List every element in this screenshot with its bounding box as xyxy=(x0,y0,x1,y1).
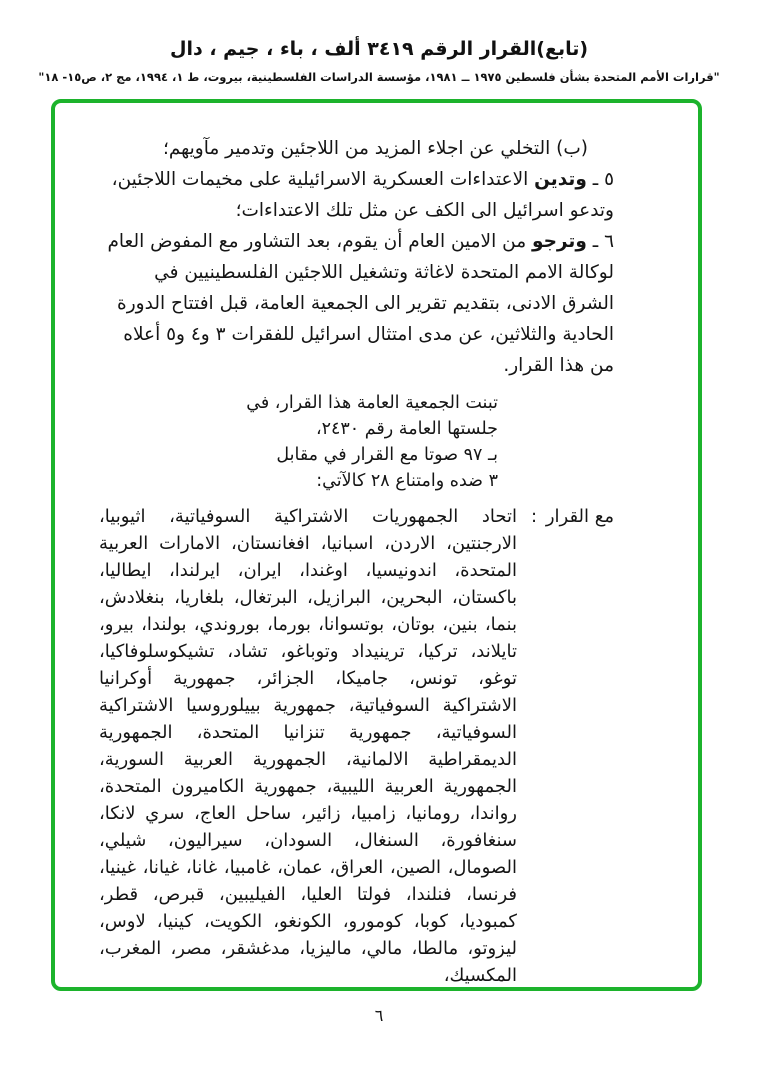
vote-record xyxy=(99,503,614,989)
resolution-title: (تابع)القرار الرقم ٣٤١٩ ألف ، باء ، جيم ، دال xyxy=(169,38,589,60)
vote-for-label xyxy=(517,503,614,989)
vote-for-label-text: مع القرار xyxy=(545,506,614,527)
vote-for-label-colon: : xyxy=(531,506,538,527)
adoption-line: ٣ ضده وامتناع ٢٨ كالآتي: xyxy=(316,471,498,491)
vote-for-countries: اتحاد الجمهوريات الاشتراكية السوفياتية، اثيوبيا، الارجنتين، الاردن، اسبانيا، افغانستان، الامارات العربية المتحدة، اندونيسيا، اوغندا، ايران، ايرلندا، ايطاليا، باكستان، البحرين، البرازيل، البرتغال، بلغاريا، بنغلادش، بنما، بنين، بوتان، بوتسوانا، بورما، بوروندي، بولندا، بيرو، تايلاند، تركيا، ترينيداد وتوباغو، تشاد، تشيكوسلوفاكيا، توغو، تونس، جاميكا، الجزائر، جمهورية أوكرانيا الاشتراكية السوفياتية، جمهورية بييلوروسيا الاشتراكية السوفياتية، جمهورية تنزانيا المتحدة، الجمهورية الديمقراطية الالمانية، الجمهورية العربية السورية، الجمهورية العربية الليبية، جمهورية الكاميرون المتحدة، رواندا، رومانيا، زامبيا، زائير، ساحل العاج، سري لانكا، سنغافورة، السنغال، السودان، سيراليون، شيلي، الصومال، الصين، العراق، عمان، غامبيا، غانا، غيانا، غينيا، فرنسا، فنلندا، فولتا العليا، الفيليبين، قبرص، قطر، كمبوديا، كوبا، كومورو، الكونغو، الكويت، كينيا، لاوس، ليزوتو، مالطا، مالي، ماليزيا، مدغشقر، مصر، المغرب، المكسيك، xyxy=(99,506,517,986)
adoption-line: بـ ٩٧ صوتا مع القرار في مقابل xyxy=(276,445,498,465)
clause-6 xyxy=(99,226,614,381)
clause-5-text: الاعتداءات العسكرية الاسرائيلية على مخيمات اللاجئين، وتدعو اسرائيل الى الكف عن مثل تلك الاعتداءات؛ xyxy=(111,169,614,221)
clause-6-keyword: وترجو xyxy=(531,231,587,252)
adoption-line: تبنت الجمعية العامة هذا القرار، في xyxy=(246,393,498,413)
clause-5 xyxy=(99,164,614,226)
page-header xyxy=(0,38,758,84)
adoption-note xyxy=(99,390,498,494)
source-citation: "قرارات الأمم المتحدة بشأن فلسطين ١٩٧٥ ــ ١٩٨١، مؤسسة الدراسات الفلسطينية، بيروت، ط ١، ١٩٩٤، مج ٢، ص١٥- ١٨" xyxy=(38,70,720,84)
resolution-text-box xyxy=(51,99,702,991)
clause-6-number: ٦ ـ xyxy=(586,231,614,252)
page-number: ٦ xyxy=(374,1006,384,1025)
clause-6-text: من الامين العام أن يقوم، بعد التشاور مع المفوض العام لوكالة الامم المتحدة لاغاثة وتشغيل اللاجئين الفلسطينيين في الشرق الادنى، بتقديم تقرير الى الجمعية العامة، قبل افتتاح الدورة الحادية والثلاثين، عن مدى امتثال اسرائيل للفقرات ٣ و٤ و٥ أعلاه من هذا القرار. xyxy=(107,231,614,376)
clause-5-number: ٥ ـ xyxy=(586,169,614,190)
clause-b: (ب) التخلي عن اجلاء المزيد من اللاجئين وتدمير مآويهم؛ xyxy=(162,138,588,159)
clause-5-keyword: وتدين xyxy=(534,169,587,190)
adoption-line: جلستها العامة رقم ٢٤٣٠، xyxy=(315,419,498,439)
